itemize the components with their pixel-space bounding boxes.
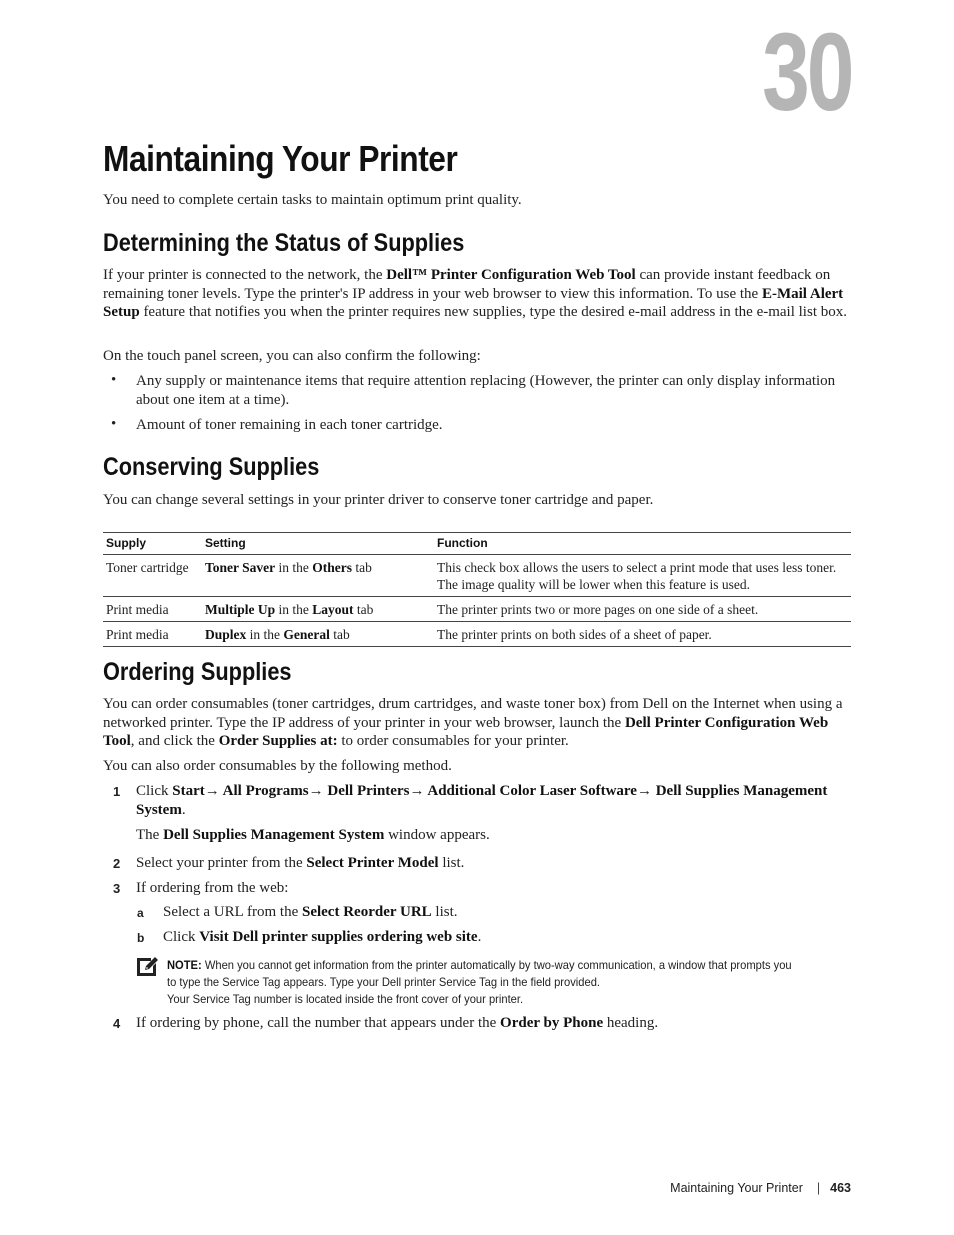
column-header-setting: Setting	[202, 533, 434, 555]
heading-ordering-supplies: Ordering Supplies	[103, 658, 292, 686]
ordering-method-paragraph: You can also order consumables by the following method.	[103, 758, 452, 774]
step-number: 4	[113, 1016, 121, 1031]
column-header-function: Function	[434, 533, 851, 555]
step-number: 1	[113, 784, 121, 799]
column-header-supply: Supply	[103, 533, 202, 555]
arrow-icon: →	[636, 783, 652, 799]
table-row	[103, 597, 851, 622]
step-4: If ordering by phone, call the number that appears under the Order by Phone heading.	[136, 1015, 659, 1031]
table-row	[103, 622, 851, 647]
page-number: 463	[830, 1181, 851, 1195]
step-1-result: The Dell Supplies Management System window appears.	[136, 827, 490, 843]
arrow-icon: →	[308, 783, 324, 799]
cell-supply: Print media	[103, 597, 202, 622]
status-paragraph: If your printer is connected to the network, the Dell™ Printer Configuration Web Tool can provide instant feedback on remaining toner levels. Type the printer's IP address in your web browser to view this information. To use the E-Mail Alert Setup feature that notifies you when the printer requires new supplies, type the desired e-mail address in the e-mail list box.	[103, 267, 847, 320]
table-header-row	[103, 533, 851, 555]
cell-supply: Toner cartridge	[103, 555, 202, 597]
note-pencil-icon	[136, 956, 158, 976]
cell-supply: Print media	[103, 622, 202, 647]
cell-setting: Multiple Up in the Layout tab	[202, 597, 434, 622]
substep-label: b	[137, 931, 145, 945]
bullet-marker: •	[111, 416, 117, 432]
conserving-supplies-table	[103, 532, 851, 647]
dell-web-tool-term: Dell Printer Configuration Web Tool	[103, 714, 829, 749]
step-2: Select your printer from the Select Printer Model list.	[136, 855, 465, 871]
bullet-item: Any supply or maintenance items that require attention replacing (However, the printer can only display information about one item at a time).	[136, 373, 836, 408]
email-alert-term: E-Mail Alert Setup	[103, 285, 844, 320]
page-title: Maintaining Your Printer	[103, 138, 458, 179]
table-row	[103, 555, 851, 597]
dell-web-tool-term: Dell™ Printer Configuration Web Tool	[386, 267, 636, 283]
substep-a: Select a URL from the Select Reorder URL list.	[163, 904, 458, 920]
note-label: NOTE:	[167, 958, 202, 972]
heading-status-of-supplies: Determining the Status of Supplies	[103, 229, 465, 257]
bullet-marker: •	[111, 372, 117, 388]
cell-setting: Duplex in the General tab	[202, 622, 434, 647]
arrow-icon: →	[409, 783, 425, 799]
order-supplies-term: Order Supplies at:	[218, 733, 338, 749]
footer-separator: |	[816, 1181, 821, 1195]
substep-b: Click Visit Dell printer supplies ordering web site.	[163, 929, 482, 945]
cell-setting: Toner Saver in the Others tab	[202, 555, 434, 597]
footer-title: Maintaining Your Printer	[670, 1181, 803, 1195]
chapter-number: 30	[761, 11, 851, 134]
step-number: 2	[113, 856, 121, 871]
ordering-paragraph: You can order consumables (toner cartridges, drum cartridges, and waste toner box) from Dell on the Internet when using a networked printer. Type the IP address of your printer in your web browser, launch the Dell Printer Configuration Web Tool, and click the Order Supplies at: to order consumables for your printer.	[103, 696, 843, 749]
page-footer	[670, 1181, 851, 1195]
bullet-item: Amount of toner remaining in each toner cartridge.	[136, 417, 443, 433]
intro-paragraph: You need to complete certain tasks to maintain optimum print quality.	[103, 192, 522, 208]
arrow-icon: →	[204, 783, 220, 799]
substep-label: a	[137, 906, 144, 920]
touch-panel-paragraph: On the touch panel screen, you can also confirm the following:	[103, 348, 481, 364]
step-number: 3	[113, 881, 121, 896]
step-3: If ordering from the web:	[136, 880, 289, 896]
conserving-paragraph: You can change several settings in your printer driver to conserve toner cartridge and paper.	[103, 492, 654, 508]
cell-function: This check box allows the users to select a print mode that uses less toner. The image quality will be lower when this feature is used.	[434, 555, 851, 597]
note-block: NOTE: When you cannot get information from the printer automatically by two-way communication, a window that prompts you to type the Service Tag appears. Type your Dell printer Service Tag in the field provided. Your Service Tag number is located inside the front cover of your printer.	[167, 958, 792, 1006]
cell-function: The printer prints on both sides of a sheet of paper.	[434, 622, 851, 647]
cell-function: The printer prints two or more pages on one side of a sheet.	[434, 597, 851, 622]
step-1: Click Start→ All Programs→ Dell Printers→ Additional Color Laser Software→ Dell Supplies Management System.	[136, 783, 828, 818]
heading-conserving-supplies: Conserving Supplies	[103, 453, 320, 481]
